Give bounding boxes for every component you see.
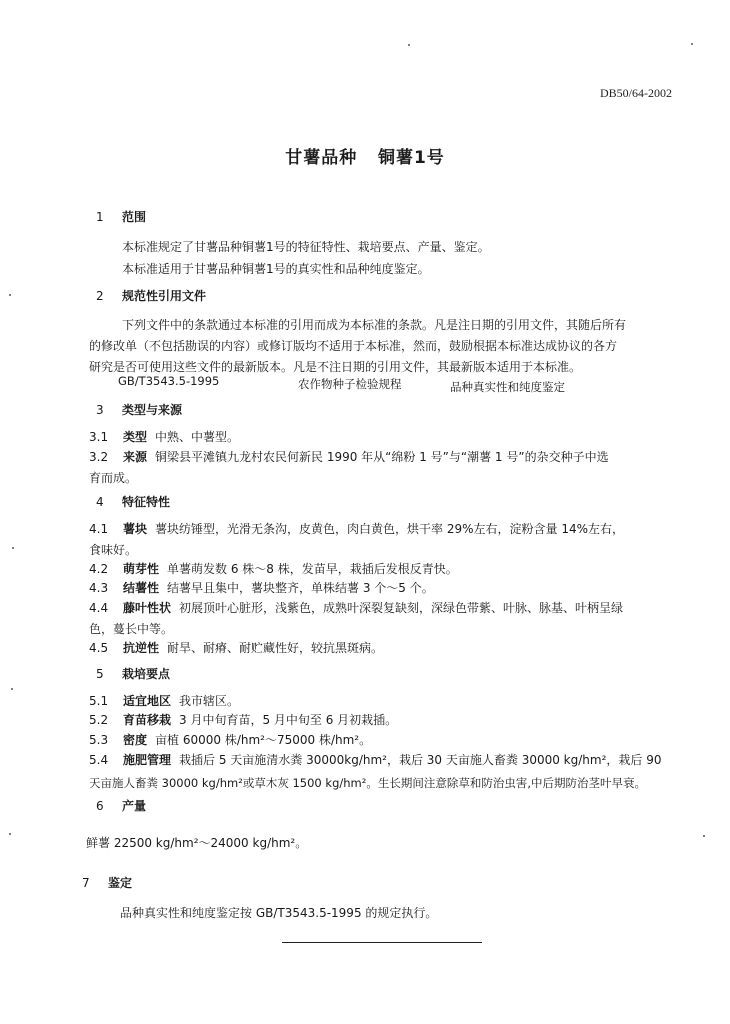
clause-number: 5.2: [89, 713, 109, 727]
clause-continuation: 天亩施人畜粪 30000 kg/hm²或草木灰 1500 kg/hm²。生长期间注意除草和防治虫害,中后期防治茎叶早衰。: [89, 776, 646, 790]
section-title: 鉴定: [108, 876, 133, 890]
clause-4-4: [89, 597, 623, 619]
clause-continuation: 育而成。: [89, 471, 138, 485]
clause-number: 4.3: [89, 581, 109, 595]
section-heading-cultivation: [96, 665, 170, 682]
clause-key: 藤叶性状: [123, 601, 172, 615]
section-title: 类型与来源: [122, 403, 183, 417]
clause-number: 5.3: [89, 733, 109, 747]
paragraph-line: 的修改单（不包括勘误的内容）或修订版均不适用于本标准，然而，鼓励根据本标准达成协议的各方: [89, 339, 618, 353]
clause-continuation: 色，蔓长中等。: [89, 622, 174, 636]
clause-key: 类型: [123, 430, 148, 444]
clause-number: 3.2: [89, 450, 109, 464]
section-heading-identification: [82, 874, 132, 891]
clause-text: 初展顶叶心脏形，浅紫色，成熟叶深裂复缺刻，深绿色带紫、叶脉、脉基、叶柄呈绿: [179, 601, 624, 615]
reference-part: 品种真实性和纯度鉴定: [450, 380, 565, 394]
references-paragraph: [89, 315, 626, 378]
reference-code: GB/T3543.5-1995: [118, 374, 220, 388]
section-number: 5: [96, 667, 104, 681]
section-number: 7: [82, 876, 90, 890]
section-number: 2: [96, 289, 104, 303]
clause-key: 薯块: [123, 522, 148, 536]
clause-number: 4.2: [89, 562, 109, 576]
scan-speck: [9, 294, 11, 296]
clause-key: 适宜地区: [123, 694, 172, 708]
section-number: 3: [96, 403, 104, 417]
document-code: DB50/64-2002: [600, 86, 672, 100]
clause-key: 结薯性: [123, 581, 160, 595]
clause-continuation: 食味好。: [89, 543, 138, 557]
scope-paragraph: [122, 236, 490, 280]
section-title: 规范性引用文件: [122, 289, 207, 303]
clause-number: 4.1: [89, 522, 109, 536]
clause-5-2: [89, 709, 397, 731]
clause-key: 来源: [123, 450, 148, 464]
clause-text: 单薯萌发数 6 株～8 株，发苗早，栽插后发根反青快。: [167, 562, 458, 576]
clause-number: 3.1: [89, 430, 109, 444]
clause-key: 抗逆性: [123, 641, 160, 655]
paragraph-line: 研究是否可使用这些文件的最新版本。凡是不注日期的引用文件，其最新版本适用于本标准。: [89, 360, 582, 374]
clause-4-1: [89, 518, 624, 540]
clause-5-3: [89, 729, 371, 751]
clause-text: 我市辖区。: [179, 694, 240, 708]
section-heading-type-origin: [96, 401, 182, 418]
clause-text: 亩植 60000 株/hm²～75000 株/hm²。: [155, 733, 372, 747]
end-rule: [282, 942, 482, 943]
section-heading-scope: [96, 208, 146, 225]
scan-speck: [9, 833, 11, 835]
clause-number: 4.4: [89, 601, 109, 615]
clause-number: 4.5: [89, 641, 109, 655]
section-heading-references: [96, 287, 206, 304]
scan-speck: [408, 44, 410, 46]
yield-text: 鲜薯 22500 kg/hm²～24000 kg/hm²。: [86, 836, 308, 850]
clause-key: 育苗移栽: [123, 713, 172, 727]
identification-text: 品种真实性和纯度鉴定按 GB/T3543.5-1995 的规定执行。: [120, 906, 438, 920]
clause-4-5: [89, 637, 383, 659]
clause-3-2: [89, 446, 609, 468]
scan-speck: [12, 547, 14, 549]
page-title: 甘薯品种 铜薯1号: [285, 148, 445, 168]
paragraph-line: 本标准适用于甘薯品种铜薯1号的真实性和品种纯度鉴定。: [122, 262, 430, 276]
clause-text: 栽插后 5 天亩施清水粪 30000kg/hm²，栽后 30 天亩施人畜粪 30000 kg/hm²，栽后 90: [179, 753, 662, 767]
section-number: 4: [96, 495, 104, 509]
scan-speck: [11, 688, 13, 690]
clause-5-4: [89, 749, 661, 771]
section-title: 范围: [122, 210, 147, 224]
clause-4-3: [89, 577, 434, 599]
clause-key: 施肥管理: [123, 753, 172, 767]
paragraph-line: 本标准规定了甘薯品种铜薯1号的特征特性、栽培要点、产量、鉴定。: [122, 240, 490, 254]
section-number: 1: [96, 210, 104, 224]
section-title: 产量: [122, 799, 147, 813]
clause-key: 密度: [123, 733, 148, 747]
clause-text: 耐旱、耐瘠、耐贮藏性好，较抗黑斑病。: [167, 641, 384, 655]
clause-text: 结薯早且集中，薯块整齐，单株结薯 3 个～5 个。: [167, 581, 434, 595]
clause-number: 5.4: [89, 753, 109, 767]
clause-number: 5.1: [89, 694, 109, 708]
paragraph-line: 下列文件中的条款通过本标准的引用而成为本标准的条款。凡是注日期的引用文件，其随后所有: [122, 318, 627, 332]
reference-title: 农作物种子检验规程: [298, 377, 402, 391]
scan-speck: [691, 43, 693, 45]
section-number: 6: [96, 799, 104, 813]
section-title: 特征特性: [122, 495, 171, 509]
section-title: 栽培要点: [122, 667, 171, 681]
clause-text: 铜梁县平滩镇九龙村农民何新民 1990 年从“绵粉 1 号”与“潮薯 1 号”的杂交种子中选: [155, 450, 609, 464]
clause-key: 萌芽性: [123, 562, 160, 576]
section-heading-characteristics: [96, 493, 170, 510]
scan-speck: [703, 835, 705, 837]
clause-text: 3 月中旬育苗，5 月中旬至 6 月初栽插。: [179, 713, 398, 727]
clause-text: 中熟、中薯型。: [155, 430, 240, 444]
clause-3-1: [89, 426, 239, 448]
clause-text: 薯块纺锤型，光滑无条沟，皮黄色，肉白黄色，烘干率 29%左右，淀粉含量 14%左右，: [155, 522, 624, 536]
section-heading-yield: [96, 797, 146, 814]
